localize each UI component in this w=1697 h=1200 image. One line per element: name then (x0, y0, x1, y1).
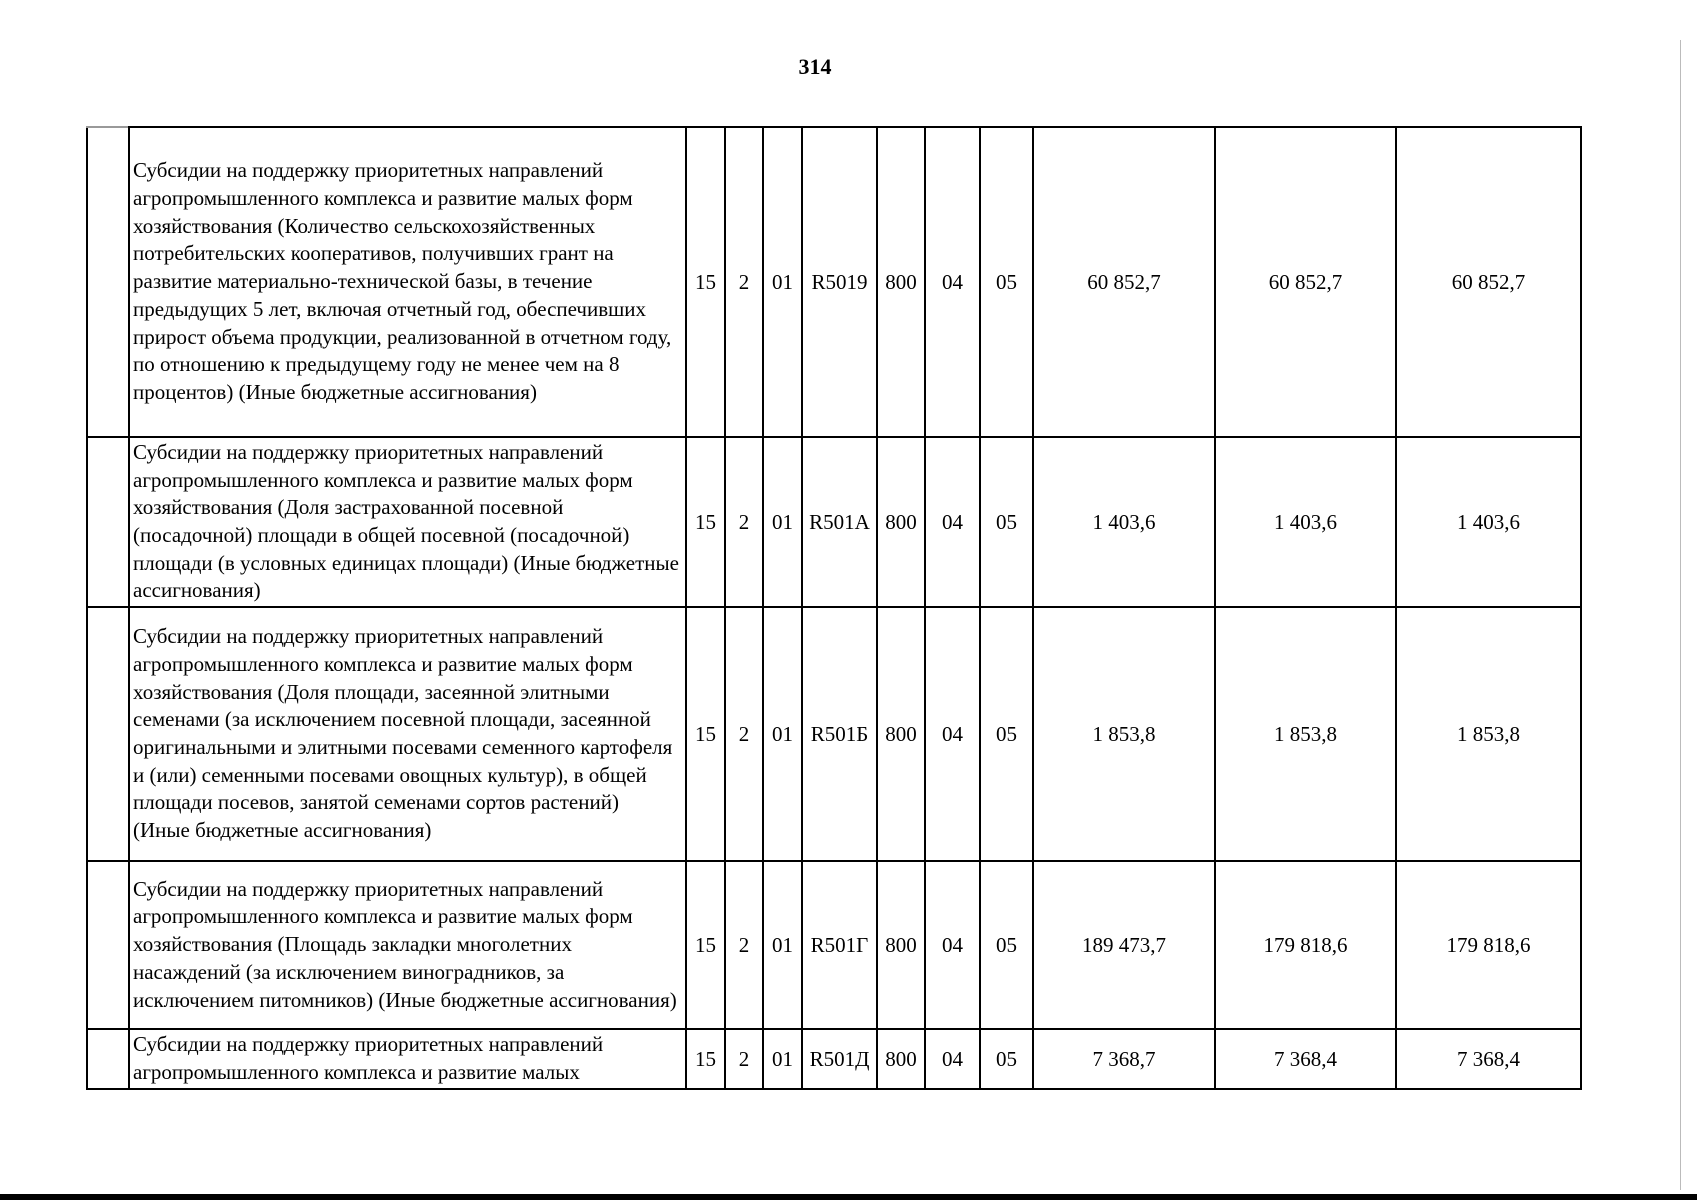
subsection-cell: 05 (980, 861, 1033, 1029)
subprogram-cell: 2 (725, 437, 763, 607)
expense-type-cell: 800 (877, 1029, 925, 1089)
expense-type-cell: 800 (877, 127, 925, 437)
row-number-cell (87, 607, 129, 861)
program-cell: 15 (686, 607, 725, 861)
row-number-cell (87, 127, 129, 437)
main-event-cell: 01 (763, 127, 802, 437)
table-row (87, 437, 1581, 607)
page-number: 314 (798, 54, 832, 79)
program-cell: 15 (686, 437, 725, 607)
direction-cell: R5019 (802, 127, 877, 437)
main-event-cell: 01 (763, 437, 802, 607)
subprogram-cell: 2 (725, 861, 763, 1029)
description-cell: Субсидии на поддержку приоритетных направлений агропромышленного комплекса и развитие малых (129, 1029, 686, 1089)
main-event-cell: 01 (763, 607, 802, 861)
expense-type-cell: 800 (877, 607, 925, 861)
amount-1-cell: 60 852,7 (1033, 127, 1215, 437)
section-cell: 04 (925, 861, 980, 1029)
main-event-cell: 01 (763, 861, 802, 1029)
table-row (87, 1029, 1581, 1089)
description-cell: Субсидии на поддержку приоритетных направлений агропромышленного комплекса и развитие малых форм хозяйствования (Площадь закладки многолетних насаждений (за исключением виноградников, за исключением питомников) (Иные бюджетные ассигнования) (129, 861, 686, 1029)
amount-3-cell: 7 368,4 (1396, 1029, 1581, 1089)
table-row (87, 607, 1581, 861)
subprogram-cell: 2 (725, 1029, 763, 1089)
amount-2-cell: 7 368,4 (1215, 1029, 1396, 1089)
subsection-cell: 05 (980, 127, 1033, 437)
amount-3-cell: 60 852,7 (1396, 127, 1581, 437)
table-row (87, 127, 1581, 437)
row-number-cell (87, 1029, 129, 1089)
amount-1-cell: 1 403,6 (1033, 437, 1215, 607)
direction-cell: R501Г (802, 861, 877, 1029)
row-number-cell (87, 437, 129, 607)
subsection-cell: 05 (980, 437, 1033, 607)
program-cell: 15 (686, 1029, 725, 1089)
amount-1-cell: 1 853,8 (1033, 607, 1215, 861)
expense-type-cell: 800 (877, 861, 925, 1029)
amount-3-cell: 1 853,8 (1396, 607, 1581, 861)
section-cell: 04 (925, 437, 980, 607)
section-cell: 04 (925, 607, 980, 861)
description-cell: Субсидии на поддержку приоритетных направлений агропромышленного комплекса и развитие малых форм хозяйствования (Количество сельскохозяйственных потребительских кооперативов, получивших грант на развитие материально-технической базы, в течение предыдущих 5 лет, включая отчетный год, обеспечивших прирост объема продукции, реализованной в отчетном году, по отношению к предыдущему году не менее чем на 8 процентов) (Иные бюджетные ассигнования) (129, 127, 686, 437)
budget-table (86, 126, 1582, 1090)
row-number-cell (87, 861, 129, 1029)
subprogram-cell: 2 (725, 127, 763, 437)
section-cell: 04 (925, 1029, 980, 1089)
expense-type-cell: 800 (877, 437, 925, 607)
direction-cell: R501Д (802, 1029, 877, 1089)
amount-3-cell: 179 818,6 (1396, 861, 1581, 1029)
direction-cell: R501Б (802, 607, 877, 861)
amount-1-cell: 189 473,7 (1033, 861, 1215, 1029)
amount-3-cell: 1 403,6 (1396, 437, 1581, 607)
subsection-cell: 05 (980, 1029, 1033, 1089)
amount-2-cell: 60 852,7 (1215, 127, 1396, 437)
amount-1-cell: 7 368,7 (1033, 1029, 1215, 1089)
scan-bottom-border (0, 1194, 1697, 1200)
description-cell: Субсидии на поддержку приоритетных направлений агропромышленного комплекса и развитие малых форм хозяйствования (Доля площади, засеянной элитными семенами (за исключением посевной площади, засеянной оригинальными и элитными посевами семенного картофеля и (или) семенными посевами овощных культур), в общей площади посевов, занятой семенами сортов растений) (Иные бюджетные ассигнования) (129, 607, 686, 861)
description-cell: Субсидии на поддержку приоритетных направлений агропромышленного комплекса и развитие малых форм хозяйствования (Доля застрахованной посевной (посадочной) площади в общей посевной (посадочной) площади (в условных единицах площади) (Иные бюджетные ассигнования) (129, 437, 686, 607)
amount-2-cell: 1 403,6 (1215, 437, 1396, 607)
program-cell: 15 (686, 861, 725, 1029)
table-row (87, 861, 1581, 1029)
amount-2-cell: 1 853,8 (1215, 607, 1396, 861)
direction-cell: R501А (802, 437, 877, 607)
subsection-cell: 05 (980, 607, 1033, 861)
scan-edge-line (1680, 40, 1681, 1190)
program-cell: 15 (686, 127, 725, 437)
amount-2-cell: 179 818,6 (1215, 861, 1396, 1029)
section-cell: 04 (925, 127, 980, 437)
subprogram-cell: 2 (725, 607, 763, 861)
main-event-cell: 01 (763, 1029, 802, 1089)
